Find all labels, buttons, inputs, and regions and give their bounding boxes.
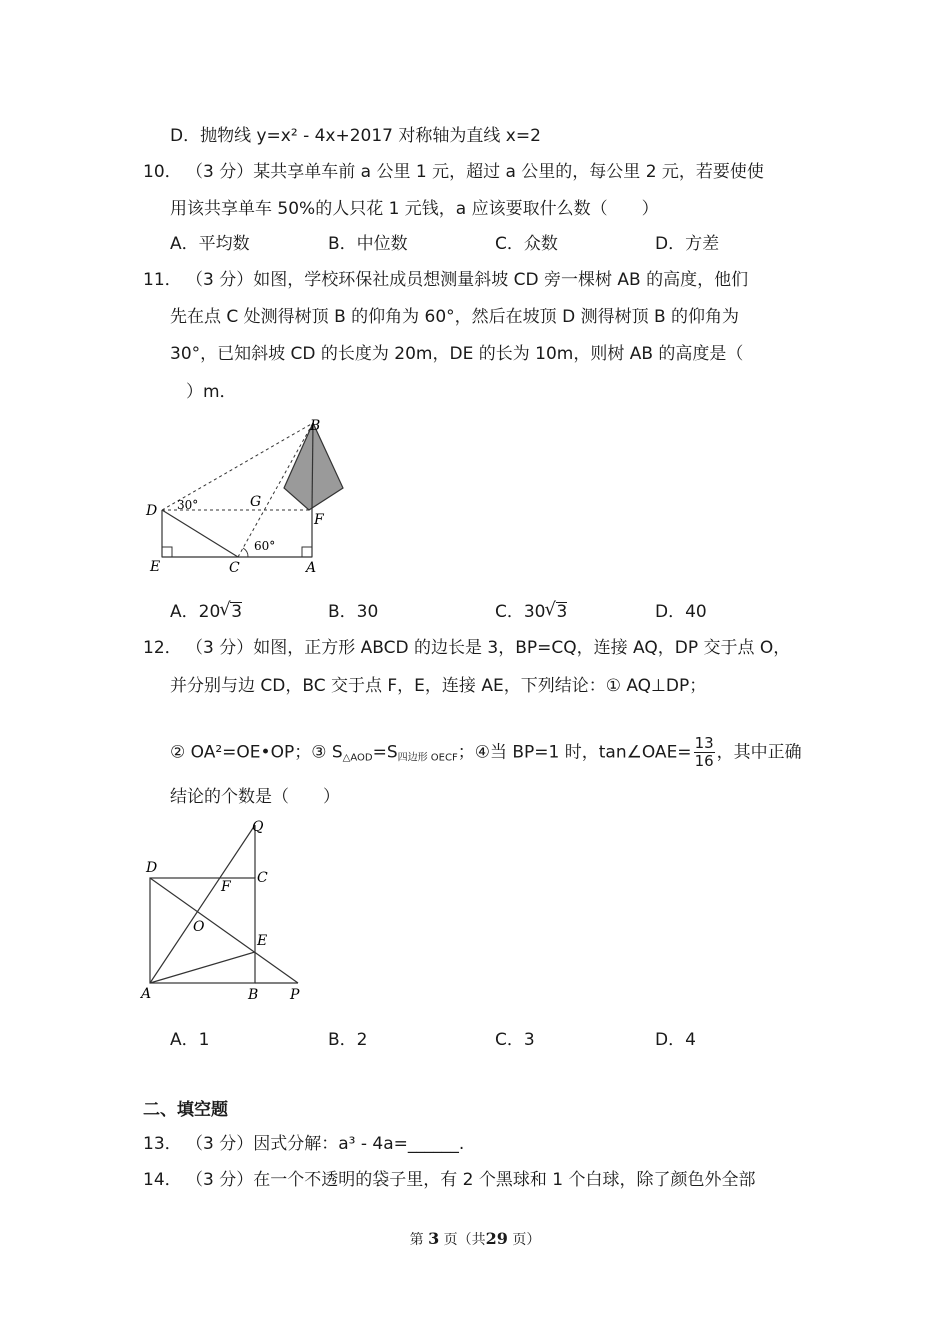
q11-text-line3: 30°，已知斜坡 CD 的长度为 20m，DE 的长为 10m，则树 AB 的高度是（ — [170, 344, 744, 364]
label-e: E — [257, 933, 268, 949]
label-p: P — [290, 987, 300, 1003]
q10-option-c: C．众数 — [495, 234, 558, 254]
label-b: B — [310, 418, 321, 434]
q14-number: 14． — [143, 1170, 182, 1190]
section-title-fill-in: 二、填空题 — [143, 1100, 228, 1120]
q12-text-line1: （3 分）如图，正方形 ABCD 的边长是 3，BP=CQ，连接 AQ，DP 交于点 O， — [186, 638, 791, 658]
q12-option-b: B．2 — [328, 1030, 368, 1050]
label-b: B — [248, 987, 259, 1003]
q10-option-b: B．中位数 — [328, 234, 408, 254]
label-f: F — [314, 512, 324, 528]
label-e: E — [150, 559, 161, 575]
label-o: O — [193, 919, 205, 935]
label-d: D — [146, 503, 158, 519]
q11-figure — [140, 412, 360, 577]
label-a: A — [306, 560, 317, 576]
q12-option-d: D．4 — [655, 1030, 696, 1050]
label-f: F — [221, 879, 231, 895]
right-angle-e — [162, 547, 172, 557]
q11-option-d: D．40 — [655, 602, 707, 622]
q11-option-b: B．30 — [328, 602, 379, 622]
label-c: C — [229, 560, 240, 576]
page-footer: 第 3 页（共29 页） — [409, 1229, 541, 1248]
q11-option-c: C．30√ 3 — [495, 601, 567, 623]
q12-number: 12． — [143, 638, 182, 658]
q11-text-line1: （3 分）如图，学校环保社成员想测量斜坡 CD 旁一棵树 AB 的高度，他们 — [186, 270, 749, 290]
angle-30-label: 30° — [177, 498, 199, 512]
q12-text-line4: 结论的个数是（ ） — [170, 787, 340, 807]
q11-text-line2: 先在点 C 处测得树顶 B 的仰角为 60°，然后在坡顶 D 测得树顶 B 的仰角为 — [170, 307, 740, 327]
label-a: A — [141, 986, 152, 1002]
q13-text: （3 分）因式分解：a³ - 4a=______. — [186, 1134, 465, 1154]
q10-text-line1: （3 分）某共享单车前 a 公里 1 元，超过 a 公里的，每公里 2 元，若要使使 — [186, 162, 764, 182]
q12-option-a: A．1 — [170, 1030, 210, 1050]
line-aq — [150, 825, 255, 983]
q13-number: 13． — [143, 1134, 182, 1154]
q11-number: 11． — [143, 270, 182, 290]
label-q: Q — [252, 819, 264, 835]
right-angle-a — [302, 547, 312, 557]
label-d: D — [146, 860, 158, 876]
q11-option-a: A．20√ 3 — [170, 601, 242, 623]
angle-arc-c — [243, 548, 248, 557]
q11-text-line4: ）m． — [186, 382, 237, 402]
q10-number: 10． — [143, 162, 182, 182]
line-ae — [150, 952, 255, 983]
current-page-number: 3 — [428, 1229, 440, 1248]
q12-text-line2: 并分别与边 CD，BC 交于点 F，E，连接 AE，下列结论：① AQ⊥DP； — [170, 676, 707, 696]
q12-option-c: C．3 — [495, 1030, 535, 1050]
q10-text-line2: 用该共享单车 50%的人只花 1 元钱，a 应该要取什么数（ ） — [170, 199, 659, 219]
line-db — [162, 423, 313, 510]
total-page-number: 29 — [485, 1229, 508, 1248]
line-dc — [162, 510, 238, 557]
tree-shape — [284, 423, 343, 510]
q10-option-a: A．平均数 — [170, 234, 250, 254]
label-c: C — [257, 870, 268, 886]
fraction-13-16: $\frac{13}{16}$ — [694, 734, 714, 770]
q9-option-d: D．抛物线 y=x² - 4x+2017 对称轴为直线 x=2 — [170, 126, 541, 146]
label-g: G — [250, 494, 262, 510]
angle-60-label: 60° — [254, 539, 276, 553]
q12-figure — [138, 815, 313, 1005]
q12-text-line3: ② OA²=OE•OP；③ $S_{\triangle AOD}=S_{四边形 OECF}$；④当 BP=1 时，tan∠OAE= $\frac{13}{16}$ ，其中正确 — [170, 734, 802, 770]
q14-text: （3 分）在一个不透明的袋子里，有 2 个黑球和 1 个白球，除了颜色外全部 — [186, 1170, 756, 1190]
q10-option-d: D．方差 — [655, 234, 720, 254]
